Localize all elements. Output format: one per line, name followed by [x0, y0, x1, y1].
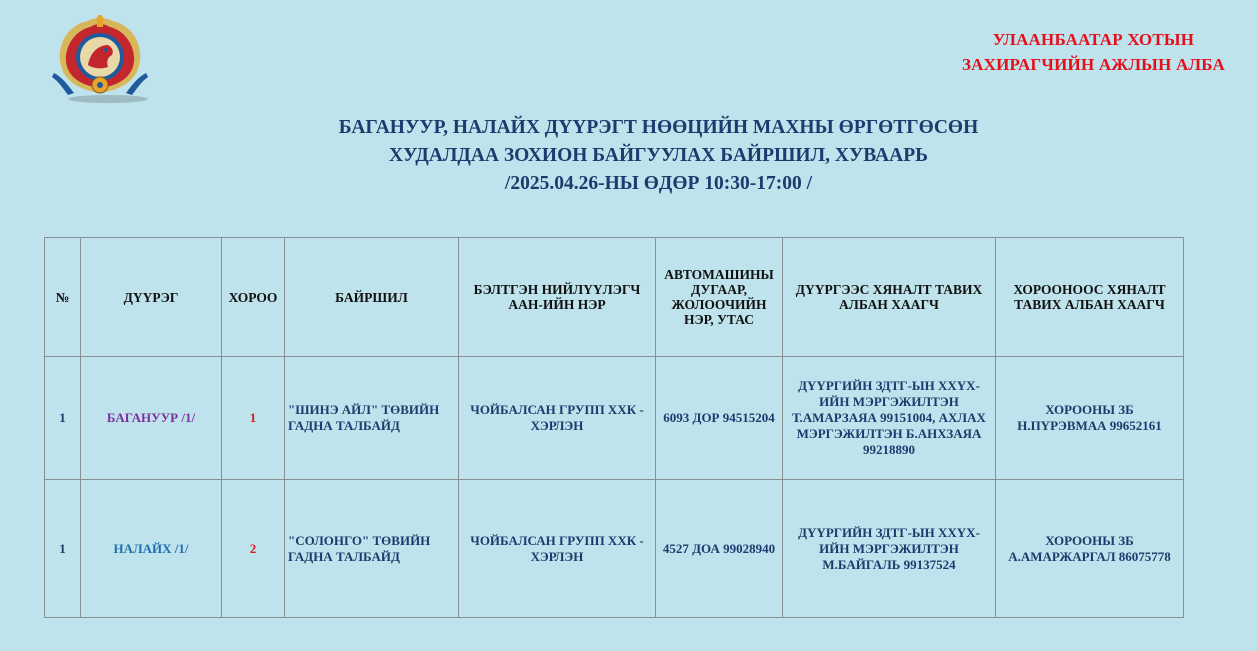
cell-district: БАГАНУУР /1/ [81, 357, 222, 480]
col-header-district: ДҮҮРЭГ [81, 238, 222, 357]
col-header-number: № [45, 238, 81, 357]
organization-name-line2: ЗАХИРАГЧИЙН АЖЛЫН АЛБА [961, 55, 1225, 74]
document-title [0, 114, 1257, 198]
col-header-district-officer: ДҮҮРГЭЭС ХЯНАЛТ ТАВИХ АЛБАН ХААГЧ [783, 238, 996, 357]
cell-number: 1 [45, 357, 81, 480]
cell-location: "ШИНЭ АЙЛ" ТӨВИЙН ГАДНА ТАЛБАЙД [285, 357, 459, 480]
document-title-line2: ХУДАЛДАА ЗОХИОН БАЙГУУЛАХ БАЙРШИЛ, ХУВААРЬ [388, 145, 928, 166]
table-header-row [45, 238, 1184, 357]
cell-supplier: ЧОЙБАЛСАН ГРУПП ХХК - ХЭРЛЭН [459, 480, 656, 618]
document-title-line3: /2025.04.26-НЫ ӨДӨР 10:30-17:00 / [504, 173, 813, 194]
cell-vehicle: 6093 ДОР 94515204 [656, 357, 783, 480]
col-header-khoroo: ХОРОО [222, 238, 285, 357]
cell-khoroo: 1 [222, 357, 285, 480]
cell-number: 1 [45, 480, 81, 618]
table-row [45, 357, 1184, 480]
cell-district: НАЛАЙХ /1/ [81, 480, 222, 618]
col-header-vehicle: АВТОМАШИНЫ ДУГААР, ЖОЛООЧИЙН НЭР, УТАС [656, 238, 783, 357]
col-header-khoroo-officer: ХОРООНООС ХЯНАЛТ ТАВИХ АЛБАН ХААГЧ [996, 238, 1184, 357]
schedule-table [44, 237, 1184, 618]
mongolia-state-emblem-icon [48, 15, 152, 103]
cell-vehicle: 4527 ДОА 99028940 [656, 480, 783, 618]
cell-khoroo-officer: ХОРООНЫ ЗБ А.АМАРЖАРГАЛ 86075778 [996, 480, 1184, 618]
organization-name [962, 27, 1225, 77]
cell-location: "СОЛОНГО" ТӨВИЙН ГАДНА ТАЛБАЙД [285, 480, 459, 618]
cell-district-officer: ДҮҮРГИЙН ЗДТГ-ЫН ХХҮХ-ИЙН МЭРГЭЖИЛТЭН М.БАЙГАЛЬ 99137524 [783, 480, 996, 618]
col-header-location: БАЙРШИЛ [285, 238, 459, 357]
cell-supplier: ЧОЙБАЛСАН ГРУПП ХХК - ХЭРЛЭН [459, 357, 656, 480]
organization-name-line1: УЛААНБААТАР ХОТЫН [992, 30, 1195, 49]
cell-khoroo: 2 [222, 480, 285, 618]
table-row [45, 480, 1184, 618]
document-title-line1: БАГАНУУР, НАЛАЙХ ДҮҮРЭГТ НӨӨЦИЙН МАХНЫ ӨРГӨТГӨСӨН [338, 117, 979, 138]
cell-district-officer: ДҮҮРГИЙН ЗДТГ-ЫН ХХҮХ-ИЙН МЭРГЭЖИЛТЭН Т.АМАРЗАЯА 99151004, АХЛАХ МЭРГЭЖИЛТЭН Б.АНХЗАЯА 99218890 [783, 357, 996, 480]
col-header-supplier: БЭЛТГЭН НИЙЛҮҮЛЭГЧ ААН-ИЙН НЭР [459, 238, 656, 357]
cell-khoroo-officer: ХОРООНЫ ЗБ Н.ПҮРЭВМАА 99652161 [996, 357, 1184, 480]
